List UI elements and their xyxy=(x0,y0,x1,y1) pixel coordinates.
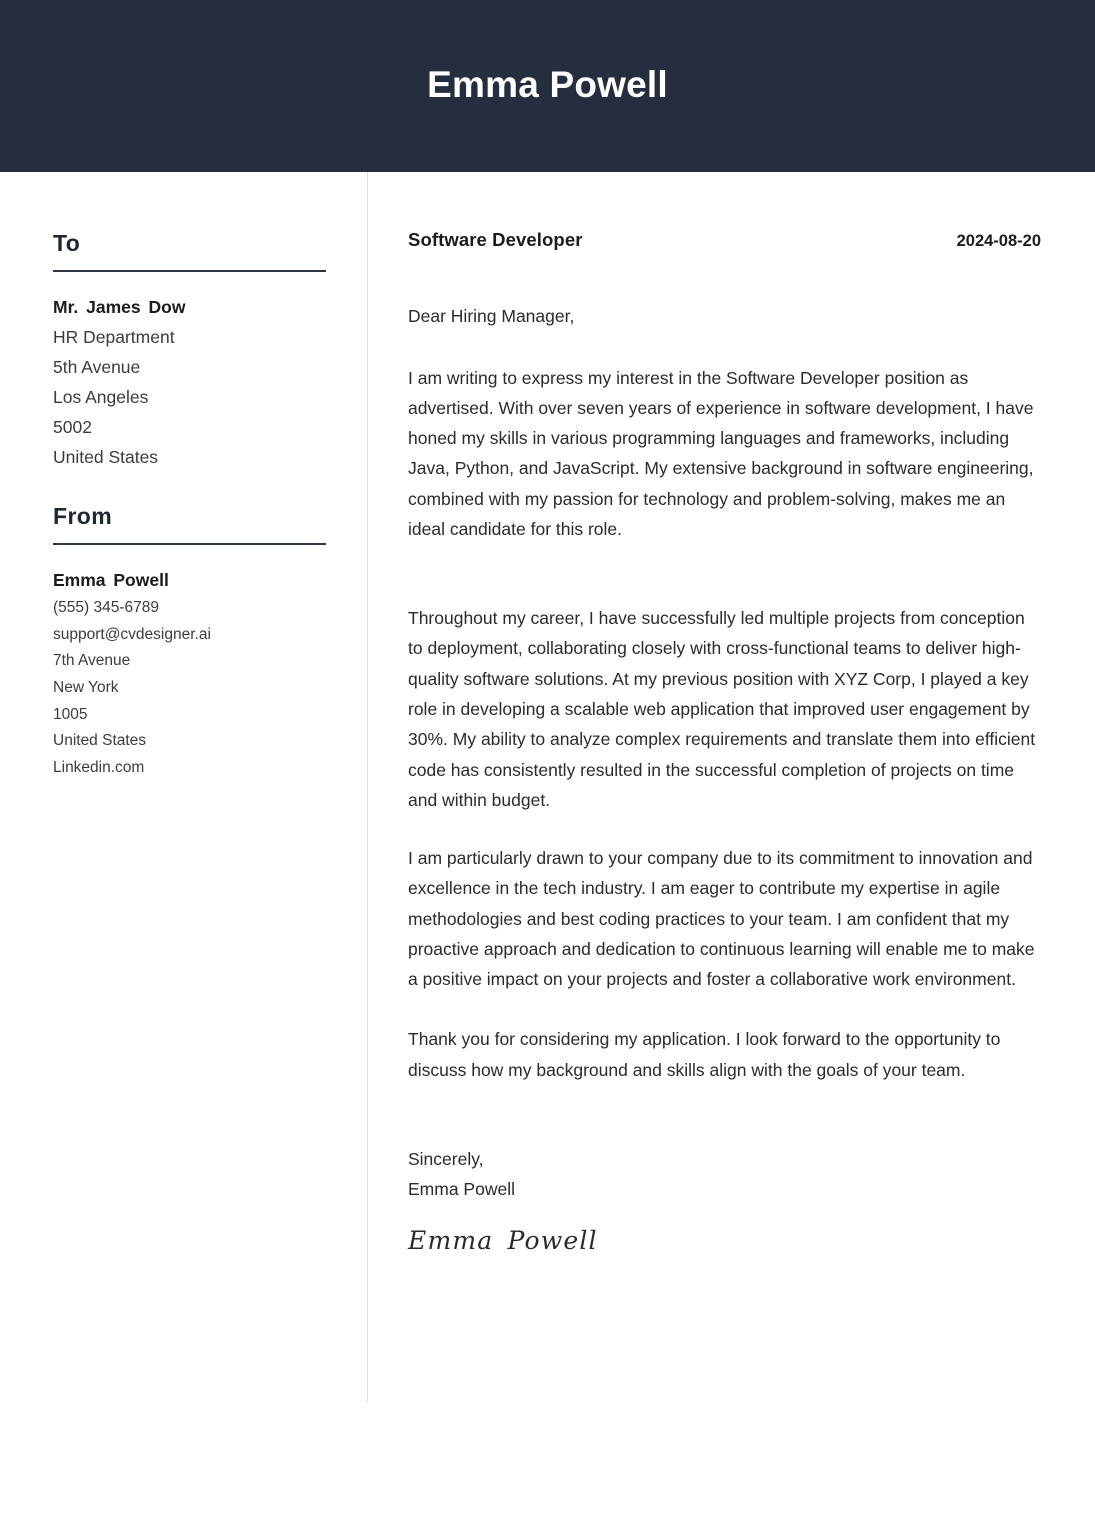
closing-salutation: Sincerely, xyxy=(408,1148,484,1169)
recipient-line: 5th Avenue xyxy=(53,357,141,378)
sender-address-block xyxy=(53,565,326,782)
sender-line: United States xyxy=(53,732,147,750)
signature: Emma Powell xyxy=(408,1226,598,1256)
letter-date: 2024-08-20 xyxy=(956,232,1041,250)
closing-name: Emma Powell xyxy=(408,1179,515,1200)
recipient-name: Mr. James Dow xyxy=(53,297,186,317)
closing-block xyxy=(408,1144,1041,1204)
sender-name: Emma Powell xyxy=(53,570,169,590)
recipient-section xyxy=(53,230,326,473)
letter-header-row xyxy=(408,229,1041,251)
salutation: Dear Hiring Manager, xyxy=(408,306,575,326)
recipient-line: HR Department xyxy=(53,327,175,348)
sender-phone: (555) 345-6789 xyxy=(53,599,159,617)
sender-email: support@cvdesigner.ai xyxy=(53,625,211,643)
document-body xyxy=(0,172,1095,1536)
letter-paragraph: Thank you for considering my application. I look forward to the opportunity to discuss how my background and skills align with the goals of your team. xyxy=(408,1029,1001,1080)
sender-website: Linkedin.com xyxy=(53,759,145,777)
recipient-line: Los Angeles xyxy=(53,387,149,408)
letter-paragraph: I am writing to express my interest in the Software Developer position as advertised. With over seven years of experience in software development, I have honed my skills in various programming languages and frameworks, including Java, Python, and JavaScript. My extensive background in software engineering, combined with my passion for technology and problem-solving, makes me an ideal candidate for this role. xyxy=(408,367,1034,539)
sender-section xyxy=(53,503,326,782)
to-heading: To xyxy=(53,230,81,256)
recipient-line: 5002 xyxy=(53,417,92,438)
to-heading-rule xyxy=(53,270,326,272)
sender-line: 1005 xyxy=(53,705,88,723)
sender-line: New York xyxy=(53,679,119,697)
recipient-address-block xyxy=(53,292,326,473)
letter-paragraph: I am particularly drawn to your company due to its commitment to innovation and excellence in the tech industry. I am eager to contribute my expertise in agile methodologies and best coding practices to your team. I am confident that my proactive approach and dedication to continuous learning will enable me to make a positive impact on your projects and foster a collaborative work environment. xyxy=(408,848,1035,990)
sender-line: 7th Avenue xyxy=(53,652,131,670)
from-heading-rule xyxy=(53,543,326,545)
from-heading: From xyxy=(53,503,113,529)
letter-content xyxy=(408,172,1041,1256)
column-divider xyxy=(367,172,368,1403)
recipient-line: United States xyxy=(53,447,159,468)
applicant-name-title: Emma Powell xyxy=(427,63,668,105)
letter-paragraph: Throughout my career, I have successfully led multiple projects from conception to deployment, collaborating closely with cross-functional teams to deliver high-quality software solutions. At my previous position with XYZ Corp, I played a key role in developing a scalable web application that improved user engagement by 30%. My ability to analyze complex requirements and translate them into efficient code has consistently resulted in the successful completion of projects on time and within budget. xyxy=(408,608,1036,810)
document-header xyxy=(0,0,1095,172)
job-title: Software Developer xyxy=(408,229,583,250)
